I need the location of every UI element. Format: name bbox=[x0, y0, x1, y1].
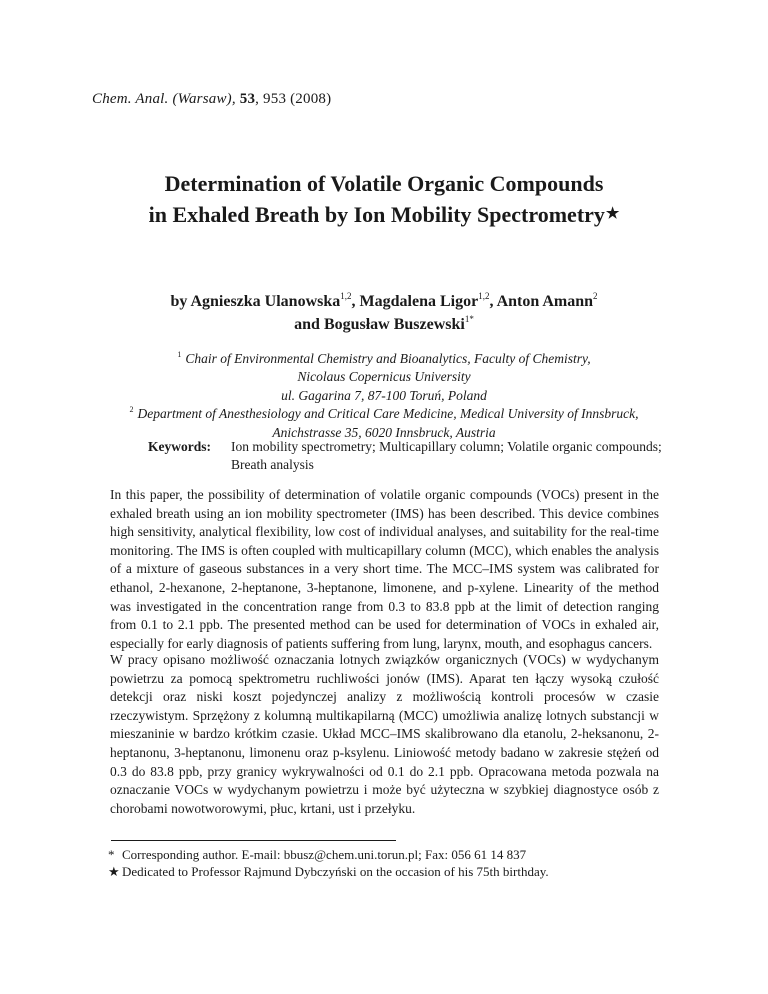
keywords-label: Keywords: bbox=[148, 439, 211, 454]
authors-line-2 bbox=[60, 313, 708, 336]
footnote-divider bbox=[111, 840, 396, 841]
abstract-polish: W pracy opisano możliwość oznaczania lotnych związków organicznych (VOCs) w wydychanym powietrzu za pomocą spektrometru ruchliwości jonów (IMS). Aparat ten łączy wysoką czułość detekcji oraz niski koszt pojedynczej analizy z możliwością kontroli procesów w czasie rzeczywistym. Sprzężony z kolumną multikapilarną (MCC) umożliwia analizę lotnych substancji w mieszaninie w bardzo krótkim czasie. Układ MCC–IMS skalibrowano dla etanolu, 2-heksanonu, 2-heptanonu, 3-heptanonu, limonenu oraz p-ksylenu. Liniowość metody badano w zakresie stężeń od 0.3 do 83.8 ppb, przy granicy wykrywalności od 0.1 do 2.1 ppb. Opracowana metoda pozwala na oznaczanie VOCs w wydychanym powietrzu i może być użyteczna w szybkiej diagnostyce osób z chorobami nowotworowymi, płuc, krtani, ust i przełyku. bbox=[110, 652, 659, 816]
affiliations bbox=[20, 350, 748, 442]
author-affil-sup: 1,2 bbox=[340, 291, 352, 301]
author-list bbox=[60, 290, 708, 336]
affiliation-2-line-2: Anichstrasse 35, 6020 Innsbruck, Austria bbox=[272, 424, 496, 440]
author-amann: Anton Amann bbox=[496, 293, 594, 310]
affiliation-1-line-2: Nicolaus Copernicus University bbox=[297, 369, 471, 385]
dedication-star-icon: ★ bbox=[605, 206, 620, 222]
author-affil-sup: 1* bbox=[464, 314, 474, 324]
abstract-english: In this paper, the possibility of determination of volatile organic compounds (VOCs) present in the exhaled breath using an ion mobility spectrometer (IMS) has been described. This device combines high sensitivity, analytical flexibility, low cost of individual analyses, and suitability for the real-time monitoring. The IMS is often coupled with multicapillary column (MCC), which enables the analysis of a mixture of gaseous substances in a very short time. The MCC–IMS system was calibrated for ethanol, 2-hexanone, 2-heptanone, 3-heptanone, limonene, and p-xylene. Linearity of the method was investigated in the concentration range from 0.3 to 83.8 ppb at the limit of detection ranging from 0.1 to 2.1 ppb. The presented method can be used for determination of VOCs in exhaled air, especially for early diagnosis of patients suffering from lung, larynx, mouth, and esophagus cancers. bbox=[110, 487, 659, 651]
affiliation-1-line-3: ul. Gagarina 7, 87-100 Toruń, Poland bbox=[281, 387, 487, 403]
footnotes bbox=[108, 846, 549, 880]
footnote-dedication: ★ Dedicated to Professor Rajmund Dybczyński on the occasion of his 75th birthday. bbox=[108, 864, 549, 879]
journal-volume: 53 bbox=[239, 91, 256, 107]
article-title bbox=[60, 168, 708, 230]
title-line-2: in Exhaled Breath by Ion Mobility Spectrometry★ bbox=[148, 202, 620, 227]
author-affil-sup: 1,2 bbox=[478, 291, 490, 301]
author-ligor: Magdalena Ligor bbox=[359, 293, 479, 310]
affiliation-1-line-1: $^1$ Chair of Environmental Chemistry and Bioanalytics, Faculty of Chemistry, bbox=[177, 350, 591, 366]
dedication-star-icon: ★ bbox=[108, 864, 120, 879]
journal-pages-year: , 953 (2008) bbox=[255, 91, 332, 107]
author-ulanowska: by Agnieszka Ulanowska bbox=[170, 293, 341, 310]
keywords-block bbox=[148, 438, 668, 475]
affiliation-2-line-1: $^2$ Department of Anesthesiology and Critical Care Medicine, Medical University of Innsbruck, bbox=[129, 405, 639, 422]
author-affil-sup: 2 bbox=[593, 291, 598, 301]
keywords-text: Ion mobility spectrometry; Multicapillary column; Volatile organic compounds; Breath analysis bbox=[231, 439, 662, 473]
journal-citation bbox=[92, 91, 331, 108]
author-buszewski: and Bogusław Buszewski bbox=[294, 316, 465, 333]
authors-line-1: by Agnieszka Ulanowska$^{1,2}$, Magdalena Ligor$^{1,2}$, Anton Amann$^2$ bbox=[170, 291, 598, 310]
title-line-1: Determination of Volatile Organic Compounds bbox=[164, 171, 604, 196]
journal-name: Chem. Anal. (Warsaw), bbox=[92, 91, 236, 107]
footnote-corresponding-author: * Corresponding author. E-mail: bbusz@chem.uni.torun.pl; Fax: 056 61 14 837 bbox=[108, 847, 527, 862]
